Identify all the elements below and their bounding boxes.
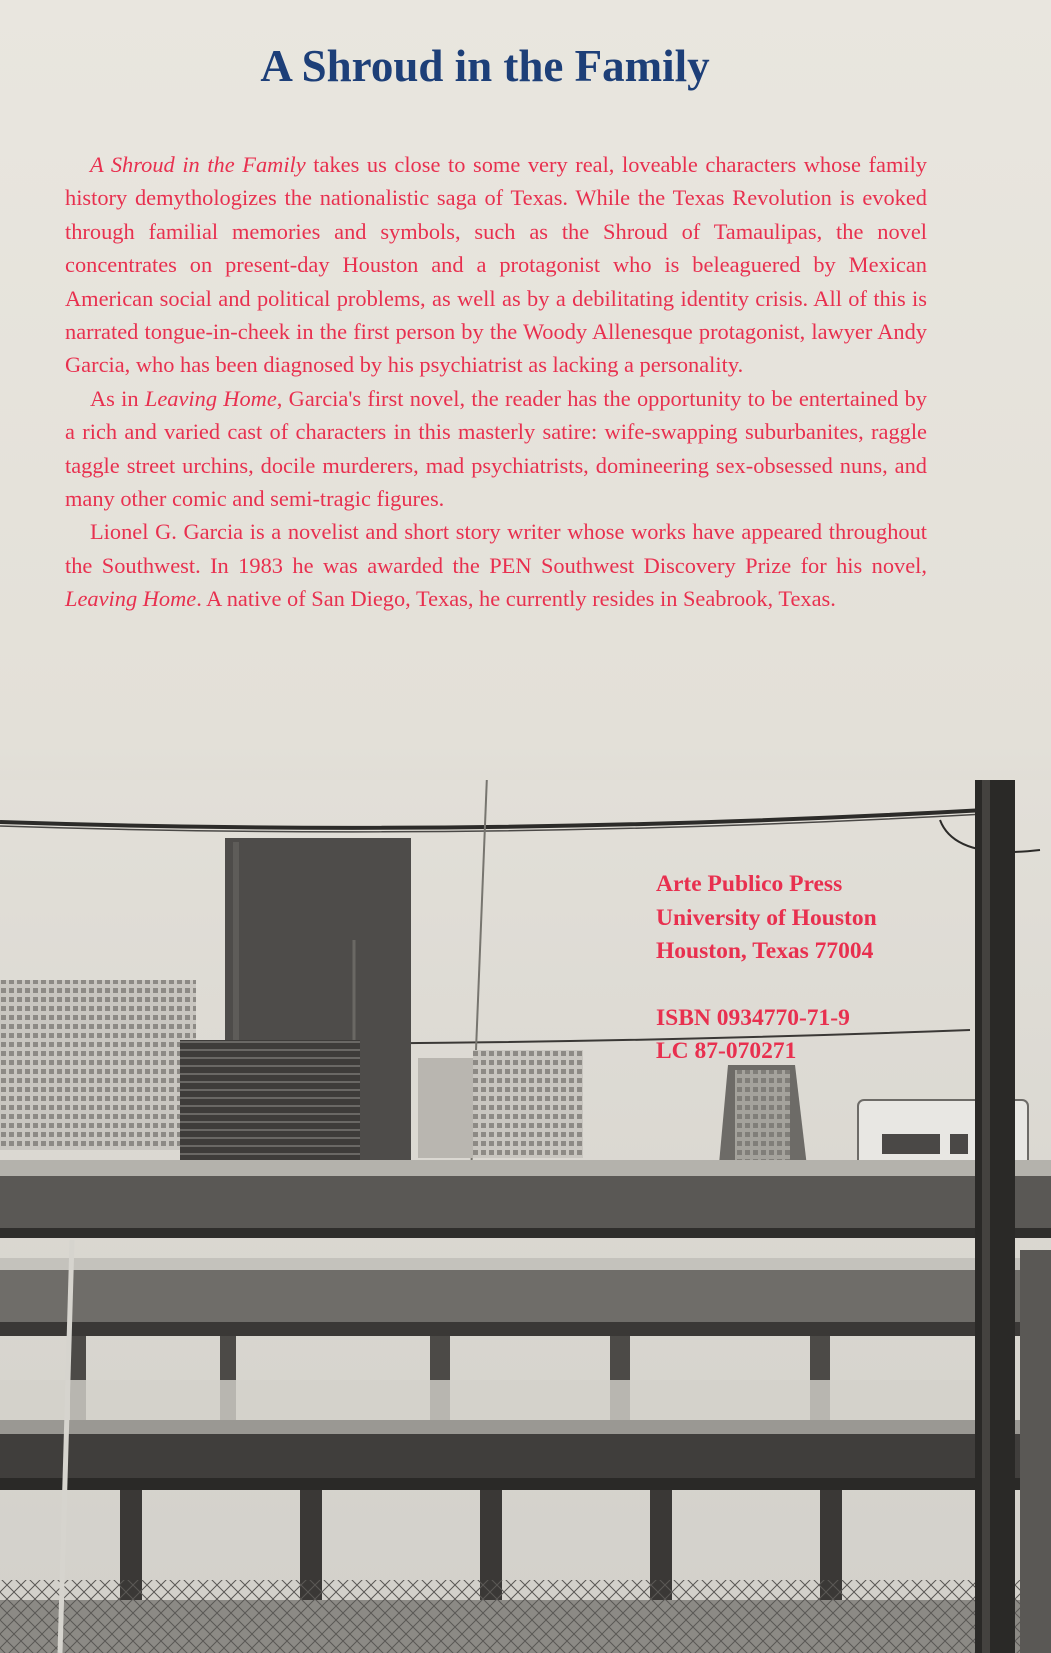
publisher-info — [656, 868, 877, 1069]
book-title: A Shroud in the Family — [260, 41, 710, 91]
blurb-paragraph-2 — [65, 382, 927, 516]
blurb-text: As in — [90, 385, 145, 411]
publisher-name: Arte Publico Press — [656, 871, 843, 897]
book-blurb — [65, 148, 927, 616]
blurb-first-novel-title: Leaving Home — [144, 385, 277, 411]
lc-number: LC 87-070271 — [656, 1038, 797, 1064]
author-bio-novel-title: Leaving Home — [65, 586, 197, 612]
isbn-number: ISBN 0934770-71-9 — [656, 1004, 850, 1031]
author-bio-text: Lionel G. Garcia is a novelist and short story writer whose works have appeared throughout the Southwest. In 1983 he was awarded the PEN Southwest Discovery Prize for his novel, — [65, 519, 927, 578]
publisher-address: Houston, Texas 77004 — [656, 938, 874, 964]
blurb-text: takes us close to some very real, loveable characters whose family history demythologizes the nationalistic saga of Texas. While the Texas Revolution is evoked through familial memories and symbols, such as the Shroud of Tamaulipas, the novel concentrates on present-day Houston and a protagonist who is beleaguered by Mexican American social and political problems, as well as by a debilitating identity crisis. All of this is narrated tongue-in-cheek in the first person by the Woody Allenesque protagonist, lawyer Andy Garcia, who has been diagnosed by his psychiatrist as lacking a personality. — [65, 152, 928, 378]
blurb-paragraph-1 — [65, 148, 927, 382]
blurb-book-title: A Shroud in the Family — [90, 152, 306, 177]
spacer — [656, 969, 877, 1002]
publisher-university: University of Houston — [656, 904, 877, 931]
author-bio-text: . A native of San Diego, Texas, he currently resides in Seabrook, Texas. — [196, 586, 836, 612]
houston-skyline-photo — [0, 780, 1051, 1653]
blurb-text: , Garcia's first novel, the reader has the opportunity to be entertained by a rich and varied cast of characters in this masterly satire: wife-swapping suburbanites, raggle taggle street urchins, docile murderers, mad psychiatrists, domineering sex-obsessed nuns, and many other comic and semi-tragic figures. — [65, 385, 927, 512]
author-bio-paragraph — [65, 515, 927, 615]
